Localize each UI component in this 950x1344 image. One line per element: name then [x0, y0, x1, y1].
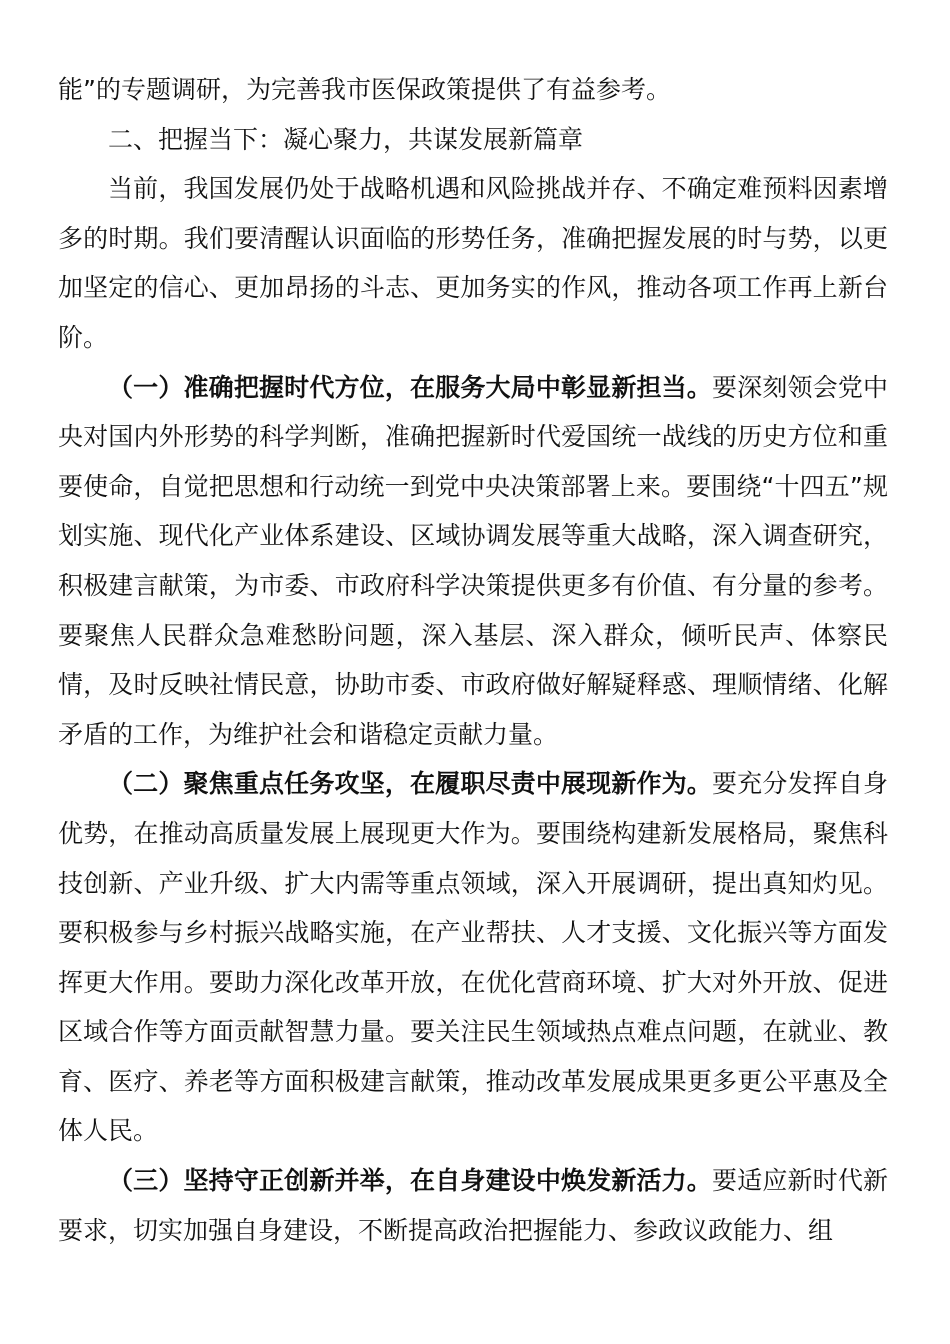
- section-intro-paragraph: 当前，我国发展仍处于战略机遇和风险挑战并存、不确定难预料因素增多的时期。我们要清醒认识面临的形势任务，准确把握发展的时与势，以更加坚定的信心、更加昂扬的斗志、更加务实的作风，推动各项工作再上新台阶。: [58, 174, 888, 352]
- item-1-paragraph: [58, 363, 888, 760]
- item-3-heading: （三）坚持守正创新并举，在自身建设中焕发新活力。: [108, 1166, 712, 1196]
- item-2-paragraph: [58, 759, 888, 1156]
- item-2-heading: （二）聚焦重点任务攻坚，在履职尽责中展现新作为。: [108, 769, 712, 799]
- item-1-body: 要深刻领会党中央对国内外形势的科学判断，准确把握新时代爱国统一战线的历史方位和重要使命，自觉把思想和行动统一到党中央决策部署上来。要围绕“十四五”规划实施、现代化产业体系建设、区域协调发展等重大战略，深入调查研究，积极建言献策，为市委、市政府科学决策提供更多有价值、有分量的参考。要聚焦人民群众急难愁盼问题，深入基层、深入群众，倾听民声、体察民情，及时反映社情民意，协助市委、市政府做好解疑释惑、理顺情绪、化解矛盾的工作，为维护社会和谐稳定贡献力量。: [58, 372, 888, 749]
- section-heading: 二、把握当下：凝心聚力，共谋发展新篇章: [108, 124, 584, 154]
- item-1-heading: （一）准确把握时代方位，在服务大局中彰显新担当。: [108, 372, 712, 402]
- item-2-body: 要充分发挥自身优势，在推动高质量发展上展现更大作为。要围绕构建新发展格局，聚焦科技创新、产业升级、扩大内需等重点领域，深入开展调研，提出真知灼见。要积极参与乡村振兴战略实施，在产业帮扶、人才支援、文化振兴等方面发挥更大作用。要助力深化改革开放，在优化营商环境、扩大对外开放、促进区域合作等方面贡献智慧力量。要关注民生领域热点难点问题，在就业、教育、医疗、养老等方面积极建言献策，推动改革发展成果更多更公平惠及全体人民。: [58, 769, 888, 1146]
- item-3-body: 要适应新时代新要求，切实加强自身建设，不断提高政治把握能力、参政议政能力、组: [58, 1166, 888, 1245]
- item-3-paragraph: [58, 1156, 888, 1255]
- intro-tail-paragraph: 能”的专题调研，为完善我市医保政策提供了有益参考。: [58, 75, 671, 104]
- document-page: [58, 65, 888, 1255]
